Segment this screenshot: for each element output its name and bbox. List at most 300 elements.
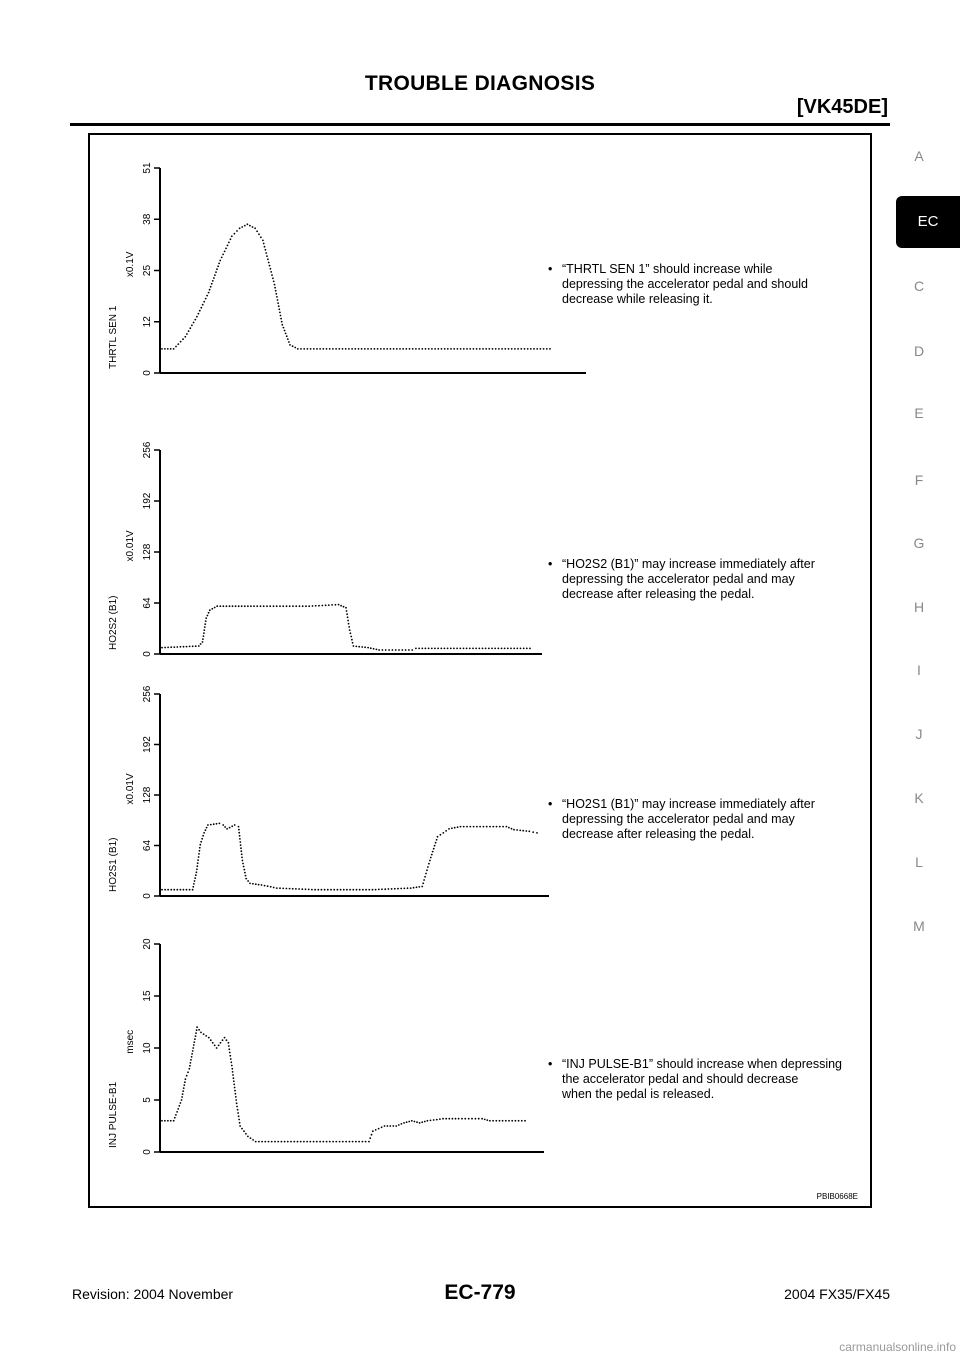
trace-dot — [298, 888, 300, 890]
trace-dot — [526, 648, 528, 650]
section-tab-ec[interactable]: EC — [896, 196, 960, 248]
trace-dot — [307, 348, 309, 350]
trace-dot — [265, 252, 267, 254]
trace-dot — [203, 632, 205, 634]
trace-dot — [183, 889, 185, 891]
trace-dot — [222, 824, 224, 826]
trace-dot — [222, 1039, 224, 1041]
trace-dot — [231, 825, 233, 827]
trace-dot — [351, 639, 353, 641]
section-tab-h[interactable]: H — [913, 599, 925, 615]
trace-dot — [373, 648, 375, 650]
trace-dot — [194, 319, 196, 321]
trace-dot — [441, 348, 443, 350]
trace-dot — [235, 1099, 237, 1101]
trace-dot — [433, 848, 435, 850]
trace-dot — [192, 645, 194, 647]
trace-dot — [448, 1118, 450, 1120]
trace-dot — [495, 1120, 497, 1122]
trace-dot — [216, 268, 218, 270]
trace-dot — [391, 888, 393, 890]
trace-dot — [234, 233, 236, 235]
trace-dot — [447, 348, 449, 350]
trace-dot — [229, 827, 231, 829]
trace-dot — [469, 826, 471, 828]
trace-dot — [231, 235, 233, 237]
section-tab-m[interactable]: M — [913, 918, 925, 934]
trace-dot — [385, 649, 387, 651]
trace-dot — [208, 292, 210, 294]
trace-dot — [486, 1119, 488, 1121]
trace-dot — [204, 623, 206, 625]
trace-dot — [180, 646, 182, 648]
trace-dot — [230, 1061, 232, 1063]
trace-dot — [232, 605, 234, 607]
trace-dot — [329, 1141, 331, 1143]
note-line: “THRTL SEN 1” should increase while — [562, 262, 773, 276]
trace-dot — [407, 887, 409, 889]
trace-dot — [167, 1120, 169, 1122]
trace-dot — [198, 1029, 200, 1031]
trace-dot — [368, 1141, 370, 1143]
trace-dot — [294, 347, 296, 349]
trace-dot — [405, 348, 407, 350]
trace-dot — [454, 827, 456, 829]
trace-dot — [384, 888, 386, 890]
trace-dot — [189, 327, 191, 329]
trace-dot — [398, 1124, 400, 1126]
trace-dot — [356, 889, 358, 891]
trace-dot — [229, 605, 231, 607]
trace-dot — [202, 641, 204, 643]
trace-dot — [167, 348, 169, 350]
trace-dot — [191, 1056, 193, 1058]
trace-dot — [326, 1141, 328, 1143]
trace-dot — [224, 826, 226, 828]
trace-dot — [192, 1050, 194, 1052]
trace-dot — [233, 1080, 235, 1082]
trace-dot — [240, 850, 242, 852]
trace-dot — [186, 646, 188, 648]
trace-dot — [369, 1137, 371, 1139]
trace-dot — [508, 348, 510, 350]
trace-dot — [430, 857, 432, 859]
trace-dot — [235, 605, 237, 607]
trace-dot — [520, 348, 522, 350]
trace-dot — [210, 824, 212, 826]
trace-dot — [222, 605, 224, 607]
trace-dot — [524, 1120, 526, 1122]
note-ho2s2 — [548, 557, 878, 602]
trace-dot — [457, 826, 459, 828]
trace-dot — [216, 823, 218, 825]
trace-dot — [427, 1120, 429, 1122]
figure-id: PBIB0668E — [816, 1192, 858, 1201]
note-line: “HO2S2 (B1)” may increase immediately after — [562, 557, 815, 571]
trace-dot — [429, 860, 431, 862]
trace-dot — [266, 605, 268, 607]
note-inj-pulse — [548, 1057, 878, 1102]
trace-dot — [209, 609, 211, 611]
trace-dot — [421, 886, 423, 888]
trace-dot — [282, 605, 284, 607]
trace-dot — [425, 873, 427, 875]
trace-dot — [353, 645, 355, 647]
trace-dot — [207, 615, 209, 617]
trace-dot — [392, 1125, 394, 1127]
trace-dot — [492, 348, 494, 350]
trace-dot — [309, 1141, 311, 1143]
trace-dot — [250, 1137, 252, 1139]
trace-dot — [182, 1093, 184, 1095]
trace-dot — [473, 826, 475, 828]
trace-dot — [350, 636, 352, 638]
trace-dot — [478, 648, 480, 650]
trace-dot — [210, 1039, 212, 1041]
trace-dot — [274, 284, 276, 286]
trace-dot — [416, 886, 418, 888]
trace-dot — [421, 348, 423, 350]
trace-dot — [215, 271, 217, 273]
trace-dot — [263, 243, 265, 245]
trace-dot — [504, 348, 506, 350]
trace-dot — [195, 874, 197, 876]
trace-dot — [181, 1099, 183, 1101]
trace-dot — [301, 888, 303, 890]
trace-dot — [234, 824, 236, 826]
trace-dot — [475, 648, 477, 650]
trace-dot — [471, 1118, 473, 1120]
section-tab-f[interactable]: F — [914, 472, 924, 488]
trace-dot — [451, 827, 453, 829]
trace-dot — [186, 1075, 188, 1077]
trace-dot — [174, 1117, 176, 1119]
trace-dot — [428, 648, 430, 650]
trace-dot — [247, 223, 249, 225]
trace-dot — [177, 1108, 179, 1110]
trace-dot — [292, 888, 294, 890]
trace-dot — [186, 333, 188, 335]
trace-dot — [394, 888, 396, 890]
trace-dot — [247, 1136, 249, 1138]
trace-dot — [286, 605, 288, 607]
trace-dot — [266, 255, 268, 257]
section-tab-i[interactable]: I — [917, 662, 921, 678]
note-bullet: • — [548, 557, 553, 571]
trace-dot — [245, 1133, 247, 1135]
trace-dot — [263, 605, 265, 607]
trace-dot — [210, 286, 212, 288]
section-tab-l[interactable]: L — [915, 854, 923, 870]
trace-dot — [279, 887, 281, 889]
trace-dot — [396, 348, 398, 350]
trace-dot — [528, 830, 530, 832]
trace-dot — [250, 605, 252, 607]
trace-dot — [501, 648, 503, 650]
trace-dot — [476, 348, 478, 350]
trace-dot — [177, 343, 179, 345]
trace-dot — [401, 649, 403, 651]
trace-dot — [273, 281, 275, 283]
trace-dot — [326, 348, 328, 350]
trace-dot — [460, 348, 462, 350]
trace-dot — [191, 324, 193, 326]
trace-dot — [211, 283, 213, 285]
trace-dot — [238, 1119, 240, 1121]
trace-dot — [180, 889, 182, 891]
trace-dot — [208, 612, 210, 614]
trace-dot — [529, 648, 531, 650]
note-ho2s1 — [548, 797, 878, 842]
trace-dot — [274, 1141, 276, 1143]
page-title: TROUBLE DIAGNOSIS — [364, 72, 596, 95]
trace-dot — [499, 826, 501, 828]
trace-dot — [237, 1112, 239, 1114]
trace-dot — [209, 289, 211, 291]
trace-dot — [311, 889, 313, 891]
trace-dot — [196, 871, 198, 873]
trace-dot — [227, 245, 229, 247]
y-tick-label: 128 — [142, 786, 153, 804]
trace-dot — [342, 1141, 344, 1143]
trace-dot — [218, 1045, 220, 1047]
trace-dot — [253, 605, 255, 607]
trace-dot — [361, 348, 363, 350]
trace-dot — [516, 648, 518, 650]
trace-dot — [312, 605, 314, 607]
trace-dot — [202, 638, 204, 640]
section-tab-e[interactable]: E — [914, 405, 924, 421]
trace-dot — [316, 1141, 318, 1143]
trace-dot — [346, 613, 348, 615]
trace-dot — [284, 1141, 286, 1143]
page-number: EC-779 — [444, 1281, 516, 1304]
trace-dot — [277, 302, 279, 304]
trace-dot — [442, 1118, 444, 1120]
trace-dot — [411, 649, 413, 651]
trace-dot — [302, 605, 304, 607]
trace-dot — [398, 649, 400, 651]
note-thrtl-sen — [548, 262, 878, 307]
trace-dot — [416, 1121, 418, 1123]
trace-dot — [546, 348, 548, 350]
trace-dot — [277, 1141, 279, 1143]
trace-dot — [303, 1141, 305, 1143]
trace-dot — [241, 605, 243, 607]
trace-dot — [444, 648, 446, 650]
section-tab-g[interactable]: G — [913, 535, 925, 551]
trace-dot — [275, 293, 277, 295]
trace-dot — [378, 649, 380, 651]
trace-dot — [415, 648, 417, 650]
trace-dot — [346, 889, 348, 891]
trace-dot — [448, 828, 450, 830]
trace-dot — [332, 1141, 334, 1143]
trace-dot — [264, 246, 266, 248]
trace-dot — [230, 1058, 232, 1060]
trace-dot — [276, 605, 278, 607]
note-bullet: • — [548, 1057, 553, 1071]
section-tab-j[interactable]: J — [915, 726, 923, 742]
trace-dot — [381, 888, 383, 890]
trace-dot — [491, 648, 493, 650]
section-tab-d[interactable]: D — [913, 343, 925, 359]
trace-dot — [508, 1120, 510, 1122]
trace-dot — [205, 298, 207, 300]
trace-dot — [430, 1120, 432, 1122]
trace-dot — [235, 1093, 237, 1095]
trace-dot — [387, 1125, 389, 1127]
trace-dot — [321, 605, 323, 607]
trace-dot — [249, 883, 251, 885]
trace-dot — [161, 889, 163, 891]
trace-dot — [292, 345, 294, 347]
trace-dot — [347, 616, 349, 618]
trace-dot — [238, 1115, 240, 1117]
trace-dot — [511, 1120, 513, 1122]
trace-dot — [412, 348, 414, 350]
trace-dot — [375, 889, 377, 891]
trace-dot — [434, 648, 436, 650]
trace-dot — [232, 1074, 234, 1076]
trace-dot — [380, 348, 382, 350]
trace-dot — [479, 348, 481, 350]
trace-dot — [408, 1121, 410, 1123]
trace-dot — [516, 829, 518, 831]
trace-dot — [228, 1048, 230, 1050]
trace-dot — [321, 889, 323, 891]
trace-dot — [395, 649, 397, 651]
trace-dot — [265, 249, 267, 251]
trace-dot — [507, 648, 509, 650]
y-tick-label: 0 — [142, 1149, 153, 1155]
trace-dot — [468, 1118, 470, 1120]
trace-dot — [173, 646, 175, 648]
trace-dot — [190, 1062, 192, 1064]
trace-dot — [352, 1141, 354, 1143]
trace-dot — [202, 304, 204, 306]
trace-dot — [342, 348, 344, 350]
section-tab-k[interactable]: K — [914, 790, 924, 806]
trace-dot — [207, 824, 209, 826]
trace-dot — [482, 648, 484, 650]
trace-dot — [425, 348, 427, 350]
trace-dot — [205, 620, 207, 622]
trace-dot — [431, 854, 433, 856]
trace-dot — [180, 1102, 182, 1104]
trace-dot — [283, 327, 285, 329]
trace-dot — [239, 1122, 241, 1124]
trace-dot — [218, 263, 220, 265]
trace-dot — [208, 1037, 210, 1039]
trace-dot — [348, 348, 350, 350]
trace-dot — [319, 1141, 321, 1143]
trace-dot — [390, 348, 392, 350]
trace-dot — [437, 348, 439, 350]
trace-dot — [271, 1141, 273, 1143]
trace-dot — [192, 889, 194, 891]
trace-dot — [536, 832, 538, 834]
trace-dot — [197, 862, 199, 864]
trace-dot — [202, 835, 204, 837]
trace-dot — [297, 348, 299, 350]
trace-dot — [330, 889, 332, 891]
trace-dot — [199, 844, 201, 846]
trace-dot — [216, 605, 218, 607]
trace-dot — [176, 1111, 178, 1113]
trace-dot — [173, 889, 175, 891]
trace-dot — [521, 1120, 523, 1122]
trace-dot — [324, 889, 326, 891]
trace-dot — [238, 826, 240, 828]
trace-dot — [361, 646, 363, 648]
trace-dot — [335, 604, 337, 606]
trace-dot — [256, 230, 258, 232]
y-tick-label: 128 — [142, 543, 153, 561]
trace-dot — [492, 1120, 494, 1122]
trace-dot — [371, 1134, 373, 1136]
trace-dot — [258, 1141, 260, 1143]
trace-dot — [239, 227, 241, 229]
trace-dot — [281, 324, 283, 326]
note-line: decrease while releasing it. — [562, 292, 713, 306]
trace-dot — [230, 238, 232, 240]
trace-dot — [279, 605, 281, 607]
trace-dot — [252, 226, 254, 228]
trace-dot — [513, 648, 515, 650]
trace-dot — [287, 338, 289, 340]
trace-dot — [198, 856, 200, 858]
trace-dot — [189, 646, 191, 648]
trace-dot — [358, 348, 360, 350]
trace-dot — [203, 832, 205, 834]
trace-dot — [442, 832, 444, 834]
trace-dot — [242, 863, 244, 865]
trace-dot — [224, 251, 226, 253]
watermark: carmanualsonline.info — [839, 1340, 956, 1354]
trace-dot — [459, 648, 461, 650]
trace-dot — [498, 348, 500, 350]
trace-dot — [389, 1125, 391, 1127]
trace-dot — [317, 889, 319, 891]
trace-dot — [267, 258, 269, 260]
section-tab-c[interactable]: C — [913, 278, 925, 294]
trace-dot — [489, 1120, 491, 1122]
trace-dot — [346, 610, 348, 612]
trace-dot — [403, 888, 405, 890]
trace-dot — [488, 648, 490, 650]
trace-dot — [415, 348, 417, 350]
section-tab-a[interactable]: A — [914, 148, 924, 164]
y-tick-label: 192 — [142, 736, 153, 753]
trace-dot — [486, 826, 488, 828]
trace-dot — [252, 883, 254, 885]
trace-dot — [281, 321, 283, 323]
trace-dot — [367, 647, 369, 649]
trace-dot — [228, 1042, 230, 1044]
trace-dot — [299, 605, 301, 607]
trace-dot — [244, 225, 246, 227]
trace-dot — [194, 880, 196, 882]
trace-dot — [228, 242, 230, 244]
trace-dot — [192, 1047, 194, 1049]
trace-dot — [464, 1118, 466, 1120]
trace-dot — [409, 348, 411, 350]
trace-dot — [270, 268, 272, 270]
trace-dot — [164, 647, 166, 649]
trace-dot — [195, 1035, 197, 1037]
trace-dot — [466, 648, 468, 650]
